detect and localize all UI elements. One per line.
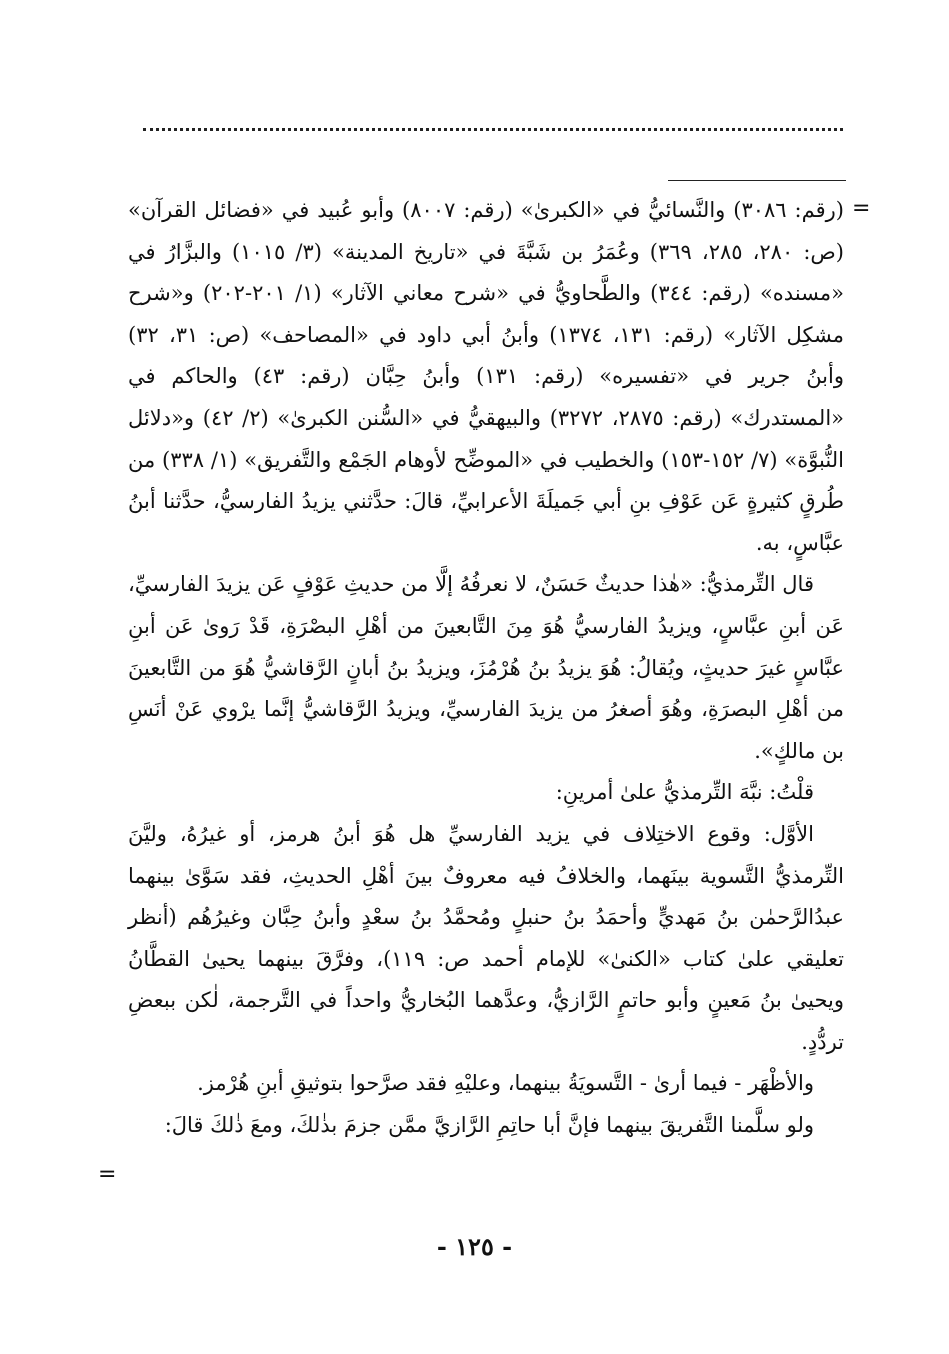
paragraph-azhar: والأظْهَر - فيما أرىٰ - التَّسويَةُ بينهما، وعليْهِ فقد صرَّحوا بتوثيقِ أبنِ هُرْمز.: [197, 1071, 814, 1096]
footnote-rule: [668, 180, 846, 181]
continuation-mark-bottom: =: [98, 1162, 117, 1187]
dotted-separator: [143, 118, 843, 131]
page-body: [128, 190, 844, 1147]
paragraph-tirmidhi: قال التِّرمذيُّ: «هٰذا حديثٌ حَسَنٌ، لا نعرفُهُ إلَّا من حديثِ عَوْفٍ عَن يزيدَ الفارسيِّ، عَن أبنِ عبَّاسٍ، ويزيدُ الفارسيُّ هُوَ مِنَ التَّابعينَ من أهْلِ البصْرَةِ، قَدْ رَوىٰ عَن أبنِ عبَّاسٍ غيرَ حديثٍ، ويُقالُ: هُوَ يزيدُ بنُ هُرْمُزَ، ويزيدُ بنُ أبانٍ الرَّقاشيُّ هُوَ من التَّابعينَ من أهْلِ البصرَةِ، وهُوَ أصغرُ من يزيدَ الفارسيِّ، ويزيدُ الرَّقاشيُّ إنَّما يرْوي عَنْ أنَسِ بن مالكٍ».: [128, 572, 844, 763]
page-number: - ١٢٥ -: [436, 1232, 513, 1261]
paragraph-qultu: قلْتُ: نبَّهَ التِّرمذيُّ علىٰ أمرينِ:: [555, 780, 814, 805]
footnote-text: (رقم: ٣٠٨٦) والنَّسائيُّ في «الكبرىٰ» (رقم: ٨٠٠٧) وأبو عُبيد في «فضائل القرآن» (ص: ٢٨٠، ٢٨٥، ٣٦٩) وعُمَرُ بن شَبَّةَ في «تاريخ المدينة» (٣/ ١٠١٥) والبزَّارُ في «مسنده» (رقم: ٣٤٤) والطَّحاويُّ في «شرح معاني الآثار» (١/ ٢٠١-٢٠٢) و«شرح مشكِل الآثار» (رقم: ١٣١، ١٣٧٤) وأبنُ أبي داود في «المصاحف» (ص: ٣١، ٣٢) وأبنُ جرير في «تفسيره» (رقم: ١٣١) وأبنُ حِبَّان (رقم: ٤٣) والحاكم في «المستدرك» (رقم: ٢٨٧٥، ٣٢٧٢) والبيهقيُّ في «السُّنن الكبرىٰ» (٢/ ٤٢) و«دلائل النُّبوَّة» (٧/ ١٥٢-١٥٣) والخطيب في «الموضِّح لأوهام الجَمْع والتَّفريق» (١/ ٣٣٨) من طُرقٍ كثيرةٍ عَن عَوْفِ بنِ أبي جَميلَةَ الأعرابيِّ، قالَ: حدَّثني يزيدُ الفارسيُّ، حدَّثنا أبنُ عبَّاسٍ، به.: [128, 198, 845, 555]
continuation-mark-top: =: [852, 196, 871, 221]
paragraph-first-point: الأوَّل: وقوع الاختِلاف في يزيد الفارسيِّ هل هُوَ أبنُ هرمز، أو غيرُهُ، وليَّنَ التِّرمذيُّ التَّسوية بينَهما، والخلافُ فيه معروفٌ بينَ أهْلِ الحديثِ، فقد سَوَّىٰ بينهما عبدُالرَّحمٰن بنُ مَهديٍّ وأحمَدُ بنُ حنبلٍ ومُحمَّدُ بنُ سعْدٍ وأبنُ حِبَّان وغيرُهُم (أنظر تعليقي علىٰ كتاب «الكنىٰ» للإمام أحمد ص: ١١٩)، وفرَّقَ بينهما يحيىٰ القطَّانُ ويحيىٰ بنُ مَعينٍ وأبو حاتمٍ الرَّازيُّ، وعدَّهما البُخاريُّ واحداً في التَّرجمة، لٰكن ببعضِ تردُّدٍ.: [128, 821, 844, 1054]
paragraph-last: ولو سلَّمنا التَّفريقَ بينهما فإنَّ أبا حاتِمِ الرَّازيَّ ممَّن جزمَ بذٰلكَ، ومعَ ذٰلكَ قالَ:: [164, 1113, 814, 1138]
